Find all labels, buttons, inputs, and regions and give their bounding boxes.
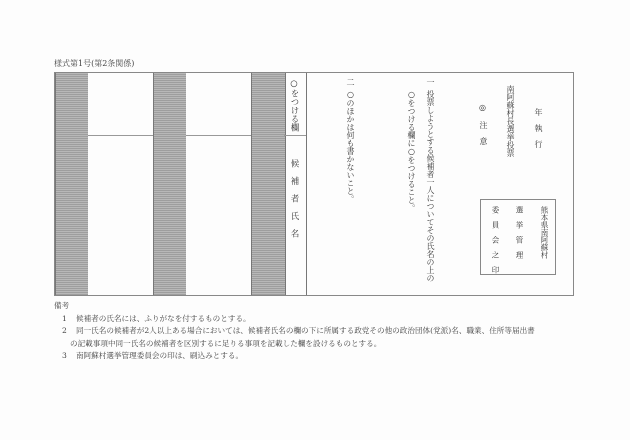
caution-label: 注 意 [479,121,488,145]
label-column-border [306,73,307,295]
remark-item: 3 南阿蘇村選挙管理委員会の印は、刷込みとする。 [62,351,244,360]
note-2-number: 二 [346,78,355,86]
election-commission-seal [480,199,556,275]
divider-line [186,135,251,136]
seal-line-1: 熊本県南阿蘇村 [540,206,549,259]
hatched-column-2 [153,73,188,295]
name-cell-1 [88,136,153,295]
hatched-column-3 [251,73,286,295]
divider-line [284,135,306,136]
ballot-form [54,72,574,296]
election-date-label: 年 執 行 [534,108,543,148]
remarks-section [54,300,535,363]
mark-column-label: ○をつける欄 [289,79,299,132]
note-1-number: 一 [426,78,435,86]
remark-item-continuation: の記載事項中同一氏名の候補者を区別するに足りる事項を記載した欄を設けるものとする。 [70,338,382,348]
divider-line [88,135,153,136]
remarks-heading: 備考 [54,301,70,310]
remark-item: 1 候補者の氏名には、ふりがなを付するものとする。 [62,313,251,323]
form-title: 様式第1号(第2条関係) [54,59,135,68]
seal-line-2: 選 挙 管 理 [515,206,524,259]
remark-item: 2 同一氏名の候補者が2人以上ある場合においては、候補者氏名の欄の下に所属する政党その他の政治団体(党派)名、職業、住所等届出書 [62,326,535,335]
note-1-line-1: 投票しようとする候補者一人についてその氏名の上の [426,90,435,282]
mark-cell-1[interactable] [88,73,153,135]
ballot-title: 南阿蘇村長選挙投票 [506,85,515,157]
note-2-line-1: ○のほかは何も書かないこと。 [346,90,355,203]
candidate-name-label: 候補者氏名 [289,159,299,247]
note-1-line-2: ○をつける欄に○をつけること。 [407,90,416,212]
name-cell-2 [186,136,251,295]
seal-line-3: 委 員 会 之 印 [491,206,500,274]
hatched-column-1 [55,73,90,295]
caution-mark: ◎ [478,103,487,112]
mark-cell-2[interactable] [186,73,251,135]
